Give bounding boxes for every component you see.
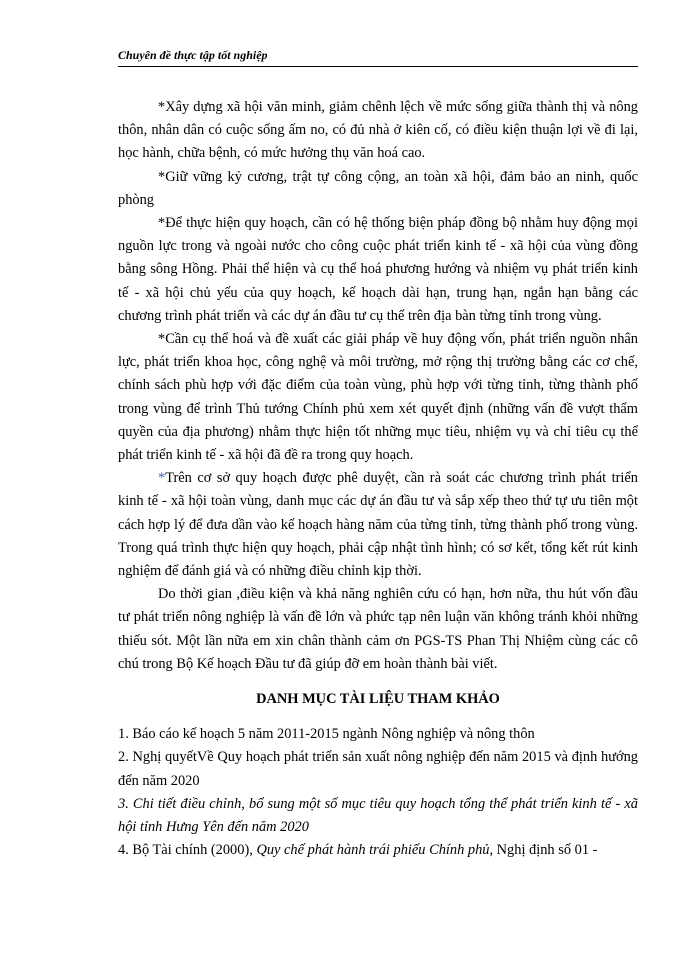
reference-4-title: Quy chế phát hành trái phiếu Chính phủ <box>256 842 490 859</box>
paragraph-4: *Cần cụ thể hoá và đề xuất các giải pháp về huy động vốn, phát triển nguồn nhân lực, phát triển khoa học, công nghệ và môi trường, mở rộng thị trường bằng các cơ chế, chính sách phù hợp với đặc điểm của toàn vùng, phù hợp với từng tỉnh, từng thành phố trong vùng để trình Thủ tướng Chính phủ xem xét quyết định (những vấn đề vượt thẩm quyền của địa phương) nhằm thực hiện tốt những mục tiêu, nhiệm vụ và chỉ tiêu cụ thể phát triển kinh tế - xã hội đã đề ra trong quy hoạch. <box>118 331 638 464</box>
paragraph-6: Do thời gian ,điều kiện và khả năng nghiên cứu có hạn, hơn nữa, thu hút vốn đầu tư phát triển nông nghiệp là vấn đề lớn và phức tạp nên luận văn không tránh khỏi những thiếu sót. Một lần nữa em xin chân thành cảm ơn PGS-TS Phan Thị Nhiệm cùng các cô chú trong Bộ Kế hoạch Đầu tư đã giúp đỡ em hoàn thành bài viết. <box>118 586 638 672</box>
header-title: Chuyên đề thực tập tốt nghiệp <box>118 48 268 62</box>
page-header <box>118 46 638 67</box>
document-body <box>118 96 638 863</box>
reference-4-rest: , Nghị định số 01 - <box>489 842 598 859</box>
reference-3: 3. Chi tiết điều chỉnh, bổ sung một số mục tiêu quy hoạch tổng thể phát triển kinh tế - xã hội tỉnh Hưng Yên đến năm 2020 <box>118 795 638 836</box>
references-heading: DANH MỤC TÀI LIỆU THAM KHẢO <box>256 691 500 708</box>
paragraph-1: *Xây dựng xã hội văn minh, giảm chênh lệch về mức sống giữa thành thị và nông thôn, nhân dân có cuộc sống ấm no, có đủ nhà ở kiên cố, có điều kiện thuận lợi về đi lại, học hành, chữa bệnh, có mức hưởng thụ văn hoá cao. <box>118 99 638 162</box>
paragraph-5 <box>118 467 638 583</box>
reference-4 <box>118 839 638 862</box>
paragraph-3: *Để thực hiện quy hoạch, cần có hệ thống biện pháp đồng bộ nhằm huy động mọi nguồn lực trong và ngoài nước cho công cuộc phát triển kinh tế - xã hội của vùng đồng bằng sông Hồng. Phải thể hiện và cụ thể hoá phương hướng và nhiệm vụ phát triển kinh tế - xã hội chủ yếu của quy hoạch, kế hoạch dài hạn, trung hạn, ngắn hạn bằng các chương trình phát triển và các dự án đầu tư cụ thể trên địa bàn từng tỉnh trong vùng. <box>118 215 638 324</box>
reference-1: 1. Báo cáo kế hoạch 5 năm 2011-2015 ngành Nông nghiệp và nông thôn <box>118 726 535 743</box>
paragraph-2: *Giữ vững kỷ cương, trật tự công cộng, an toàn xã hội, đảm bảo an ninh, quốc phòng <box>118 168 638 208</box>
bullet-star: * <box>158 470 166 487</box>
reference-4-author: 4. Bộ Tài chính (2000), <box>118 842 257 859</box>
reference-2: 2. Nghị quyếtVề Quy hoạch phát triển sản xuất nông nghiệp đến năm 2015 và định hướng đến năm 2020 <box>118 749 638 789</box>
paragraph-5-text: Trên cơ sở quy hoạch được phê duyệt, cần rà soát các chương trình phát triển kinh tế - xã hội toàn vùng, danh mục các dự án đầu tư và sắp xếp theo thứ tự ưu tiên một cách hợp lý để đưa dần vào kế hoạch hàng năm của từng tỉnh, từng thành phố trong vùng. Trong quá trình thực hiện quy hoạch, phải cập nhật tình hình; có sơ kết, tổng kết rút kinh nghiệm để đánh giá và có những điều chỉnh kịp thời. <box>118 470 638 580</box>
